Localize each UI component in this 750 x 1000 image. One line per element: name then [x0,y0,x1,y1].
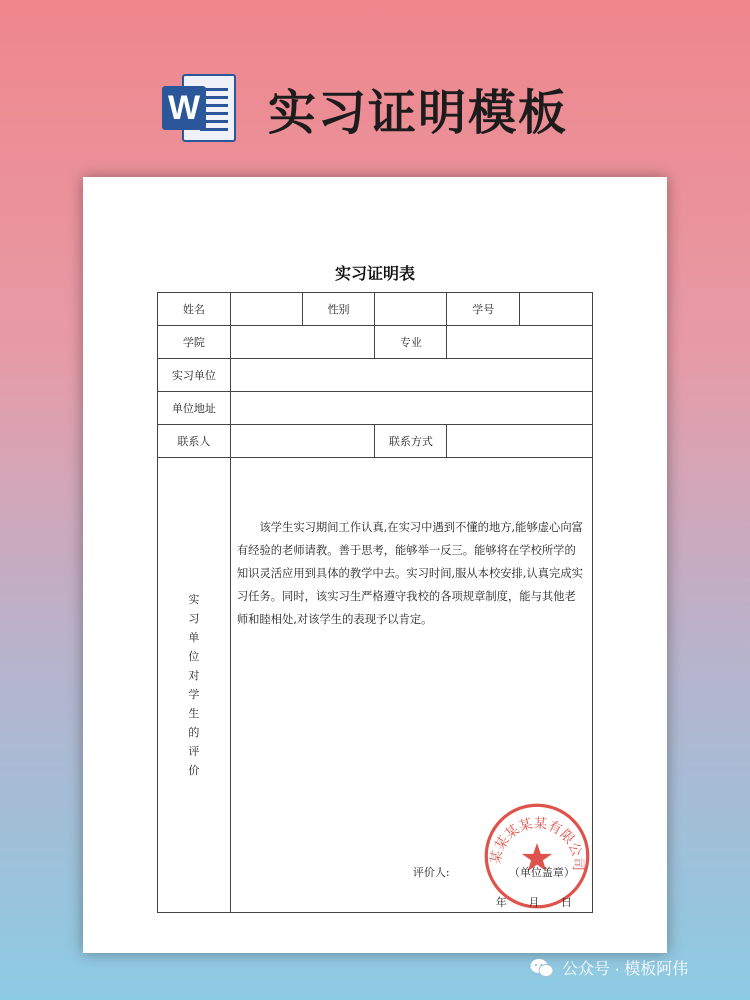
major-label: 专业 [375,326,447,359]
evaluation-label-char: 生 [188,707,200,720]
evaluation-label-char: 位 [188,650,200,663]
date-day: 日 [560,896,572,909]
address-value-cell[interactable] [230,392,592,425]
document-title: 实习证明表 [334,264,415,283]
unit-seal-label: （单位盖章） [508,866,575,879]
table-row [158,293,593,326]
gender-value-cell[interactable] [375,293,447,326]
address-label: 单位地址 [158,392,231,425]
evaluation-cell [230,458,592,913]
evaluation-label-char: 对 [188,669,200,682]
word-icon-letter: W [162,86,206,130]
contact-method-value-cell[interactable] [447,425,593,458]
document-page [83,177,667,953]
wechat-icon [530,958,554,978]
contact-method-label: 联系方式 [375,425,447,458]
evaluation-label-char: 实 [188,593,200,606]
date-year: 年 [495,896,507,909]
evaluation-label-char: 学 [188,688,200,701]
evaluation-label-char: 评 [188,745,200,758]
table-row [158,359,593,392]
evaluator-label: 评价人: [412,866,450,879]
table-row [158,392,593,425]
evaluation-label-char: 单 [188,631,200,644]
header [160,72,568,144]
name-label: 姓名 [158,293,231,326]
table-row [158,326,593,359]
evaluation-label-char: 的 [188,726,200,739]
student-id-label: 学号 [447,293,520,326]
footer-account [530,956,688,979]
word-icon [160,72,240,144]
evaluation-label-char: 习 [188,612,200,625]
evaluation-text: 该学生实习期间工作认真,在实习中遇到不懂的地方,能够虚心向富有经验的老师请教。善于思考，能够举一反三。能够将在学校所学的知识灵活应用到具体的教学中去。实习时间,服从本校安排,认真完成实习任务。同时，该实习生严格遵守我校的各项规章制度，能与其他老师和睦相处,对该学生的表现予以肯定。 [236,521,583,626]
major-value-cell[interactable] [447,326,593,359]
stamp-text: 某某某某某有限公司 [487,815,586,872]
evaluation-label [186,590,202,780]
company-label: 实习单位 [158,359,231,392]
company-value-cell[interactable] [230,359,592,392]
internship-form-table [157,292,593,913]
name-value-cell[interactable] [230,293,302,326]
evaluation-label-cell [158,458,231,913]
contact-label: 联系人 [158,425,231,458]
college-value-cell[interactable] [230,326,375,359]
contact-value-cell[interactable] [230,425,375,458]
student-id-value-cell[interactable] [520,293,593,326]
date-month: 月 [528,896,540,909]
table-row [158,425,593,458]
date-line [496,894,590,910]
college-label: 学院 [158,326,231,359]
gender-label: 性别 [302,293,375,326]
footer-text: 公众号 · 模板阿伟 [562,961,689,978]
page-title: 实习证明模板 [268,84,569,141]
evaluation-label-char: 价 [188,764,200,777]
table-row [158,458,593,913]
